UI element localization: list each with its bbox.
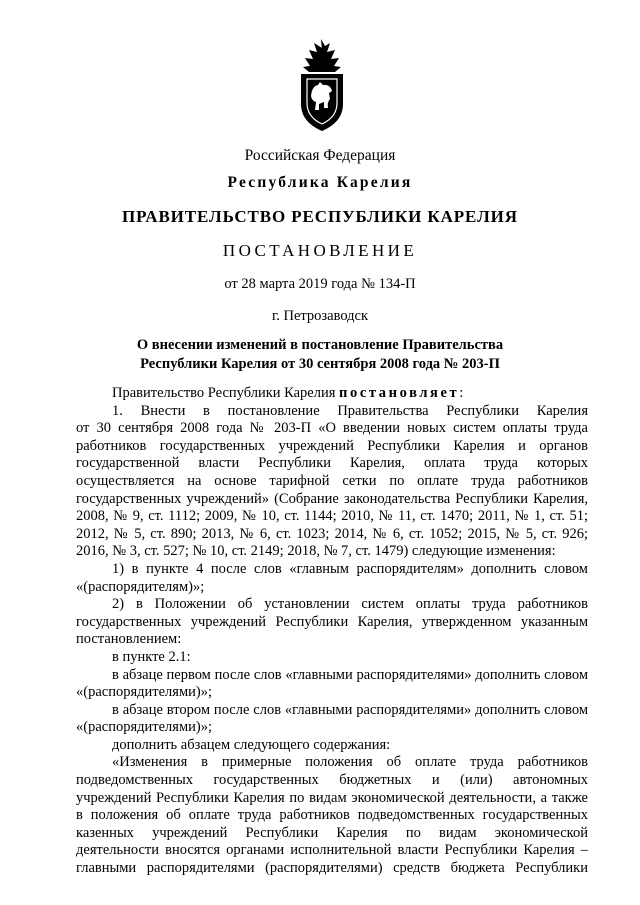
federation-title: Российская Федерация <box>244 147 396 164</box>
subject-line-2: Республики Карелия от 30 сентября 2008 года № 203-П <box>140 356 500 372</box>
karelia-coat-of-arms-icon <box>297 38 347 132</box>
decree-type: ПОСТАНОВЛЕНИЕ <box>222 241 418 260</box>
body-line: осуществляется на основе тарифной сетки по оплате труда работников <box>76 472 588 489</box>
body-line: «(распорядителями)»; <box>76 684 212 701</box>
body-line: государственных учреждений Республики Карелия, утвержденном указанным <box>76 613 588 630</box>
body-line: 1. Внести в постановление Правительства Республики Карелия <box>112 402 588 419</box>
body-line: 2012, № 5, ст. 890; 2013, № 6, ст. 1023; 2014, № 6, ст. 1052; 2015, № 5, ст. 926; <box>76 525 588 542</box>
subject-line-1: О внесении изменений в постановление Правительства <box>136 337 504 353</box>
intro-prefix: Правительство Республики Карелия <box>112 385 340 401</box>
body-line: 2016, № 3, ст. 527; № 10, ст. 2149; 2018, № 7, ст. 1479) следующие изменения: <box>76 543 556 560</box>
intro-paragraph <box>76 385 588 403</box>
body-line: от 30 сентября 2008 года № 203-П «О введении новых систем оплаты труда <box>76 420 588 437</box>
body-line: «(распорядителями)»; <box>76 719 212 736</box>
decree-subject <box>0 336 640 374</box>
body-line: государственных учреждений» (Собрание законодательства Республики Карелия, <box>76 490 588 507</box>
date-number: от 28 марта 2019 года № 134-П <box>224 276 416 292</box>
body-line: «Изменения в примерные положения об оплате труда работников <box>112 754 588 771</box>
body-line: в пункте 2.1: <box>112 648 191 665</box>
decree-body <box>76 385 588 878</box>
intro-suffix: : <box>459 385 464 401</box>
body-line: подведомственных государственных бюджетных и (или) автономных <box>76 772 588 789</box>
body-line: постановлением: <box>76 631 182 648</box>
body-line: дополнить абзацем следующего содержания: <box>112 736 391 753</box>
government-title: ПРАВИТЕЛЬСТВО РЕСПУБЛИКИ КАРЕЛИЯ <box>122 207 518 226</box>
republic-title: Республика Карелия <box>227 174 413 191</box>
body-line: в положения об оплате труда работников подведомственных государственных <box>76 807 588 824</box>
body-line: 2) в Положении об установлении систем оплаты труда работников <box>112 596 588 613</box>
body-line: государственной власти Республики Карелия, оплата труда которых <box>76 455 588 472</box>
body-line: учреждений Республики Карелия по видам экономической деятельности, а также <box>76 789 588 806</box>
body-line: «(распорядителям)»; <box>76 578 205 595</box>
body-line: в абзаце втором после слов «главными распорядителями» дополнить словом <box>112 701 588 718</box>
body-line: 1) в пункте 4 после слов «главным распорядителям» дополнить словом <box>112 560 588 577</box>
body-line: деятельности вносятся органами исполнительной власти Республики Карелия – <box>76 842 588 859</box>
body-line: 2008, № 9, ст. 1112; 2009, № 10, ст. 1144; 2010, № 11, ст. 1470; 2011, № 1, ст. 51; <box>76 508 588 525</box>
body-line: главными распорядителями (распорядителями) средств бюджета Республики <box>76 860 588 877</box>
body-line: работников государственных учреждений Республики Карелия и органов <box>76 437 588 454</box>
body-line: казенных учреждений Республики Карелия по видам экономической <box>76 824 588 841</box>
intro-verb: постановляет <box>339 385 460 401</box>
city: г. Петрозаводск <box>271 308 369 324</box>
body-line: в абзаце первом после слов «главными распорядителями» дополнить словом <box>112 666 588 683</box>
